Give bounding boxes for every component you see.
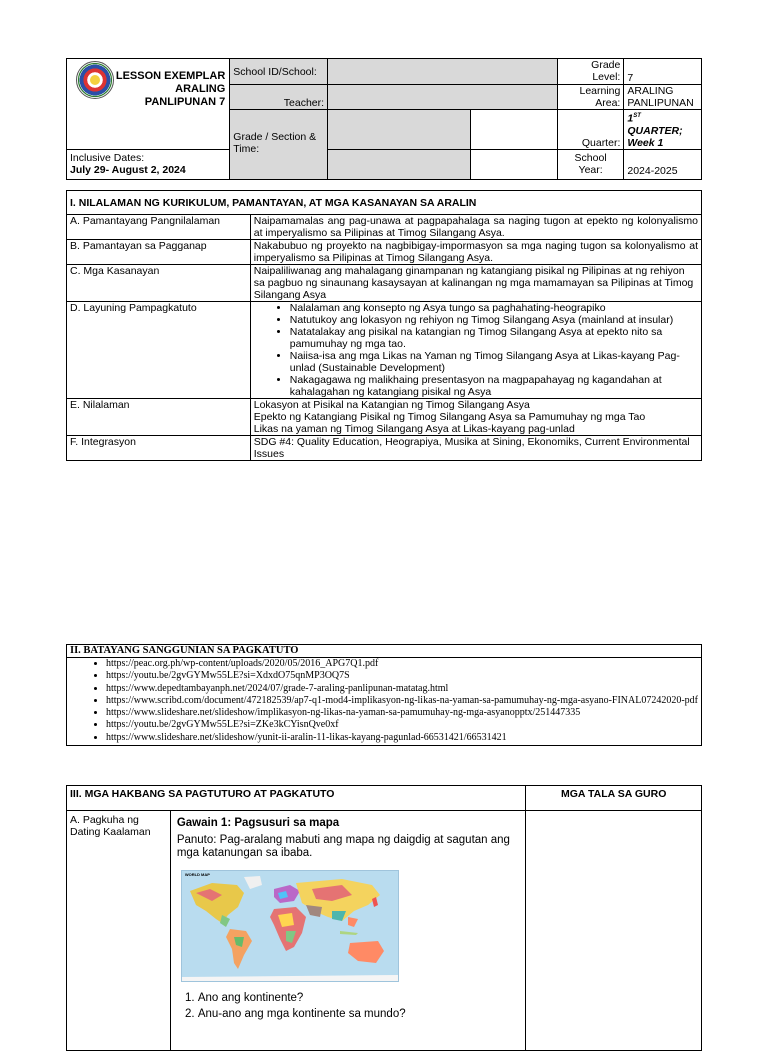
inclusive-value: July 29- August 2, 2024 — [70, 164, 186, 176]
lesson-title-cell — [67, 59, 230, 150]
learning-value-1: ARALING — [627, 85, 674, 97]
header-table — [66, 58, 702, 180]
row-f-label: F. Integrasyon — [67, 436, 251, 461]
list-item: • Natutukoy ang lokasyon ng rehiyon ng Timog Silangang Asya (mainland at insular) — [290, 314, 698, 326]
step-a-label-cell — [67, 811, 171, 1051]
step-a-label-2: Dating Kaalaman — [70, 826, 151, 838]
time-label: Time: — [233, 143, 260, 155]
row-a-text: Naipamamalas ang pag-unawa at pagpapahalaga sa naging tugon at epekto ng kolonyalismo at imperyalismo sa Pilipinas at Timog Silangang Asya. — [250, 215, 701, 240]
lesson-title-line2: ARALING — [175, 83, 226, 95]
reference-link[interactable]: • https://youtu.be/2gvGYMw55LE?si=ZKe3kCYisnQve0xf — [106, 719, 698, 731]
school-value-cell[interactable] — [328, 59, 558, 85]
school-year-label-2: Year: — [578, 164, 603, 176]
teacher-label-cell — [230, 85, 328, 110]
lesson-title-line3: PANLIPUNAN 7 — [144, 96, 226, 108]
references-cell — [67, 658, 702, 746]
quarter-week: Week 1 — [627, 136, 664, 149]
learning-area-value-cell — [624, 85, 702, 110]
grade-label-2: Level: — [592, 71, 621, 83]
reference-link[interactable]: • https://peac.org.ph/wp-content/uploads/2020/05/2016_APG7Q1.pdf — [106, 658, 698, 670]
quarter-label: Quarter: — [581, 136, 621, 149]
deped-seal — [76, 61, 114, 99]
questions-list — [177, 990, 520, 1022]
row-c-label: C. Mga Kasanayan — [67, 265, 251, 302]
quarter-sup: ST — [633, 113, 641, 119]
content-line: Lokasyon at Pisikal na Katangian ng Timog Silangang Asya — [253, 399, 530, 411]
reference-link[interactable]: • https://www.slideshare.net/slideshow/yunit-ii-aralin-11-likas-kayang-pagunlad-66531421/66531421 — [106, 732, 698, 744]
reference-link[interactable]: • https://youtu.be/2gvGYMw55LE?si=XdxdO75qnMP3OQ7S — [106, 670, 698, 682]
school-year-value: 2024-2025 — [627, 164, 678, 177]
quarter-label-cell — [557, 110, 624, 150]
quarter-value: QUARTER; — [627, 124, 683, 137]
section2-title: II. BATAYANG SANGGUNIAN SA PAGKATUTO — [70, 645, 299, 656]
row-e-cell — [250, 399, 701, 436]
grade-level-label-cell — [557, 59, 624, 85]
quarter-num: 1 — [627, 112, 634, 125]
section1-title-cell — [67, 191, 702, 215]
inclusive-label: Inclusive Dates: — [70, 152, 145, 164]
section3-title-cell — [67, 786, 526, 811]
blank-cell — [471, 110, 558, 150]
lesson-title-line1: LESSON EXEMPLAR — [115, 70, 226, 82]
row-d-bullets-cell — [250, 302, 701, 399]
row-d-label: D. Layuning Pampagkatuto — [67, 302, 251, 399]
reference-link[interactable]: • https://www.depedtambayanph.net/2024/07/grade-7-araling-panlipunan-matatag.html — [106, 683, 698, 695]
section2-title-cell — [67, 645, 702, 658]
blank-cell-2 — [471, 149, 558, 179]
references-list — [70, 658, 698, 744]
world-map-image — [181, 870, 399, 982]
section1-table — [66, 190, 702, 461]
grade-label-1: Grade — [591, 59, 621, 71]
row-e-label: E. Nilalaman — [67, 399, 251, 436]
teacher-notes-cell[interactable] — [526, 811, 702, 1051]
list-item: • Naiisa-isa ang mga Likas na Yaman ng Timog Silangang Asya at Likas-kayang Pag-unlad (Sustainable Development) — [290, 350, 698, 374]
teacher-value-cell[interactable] — [328, 85, 558, 110]
school-label: School ID/School: — [233, 65, 317, 78]
grade-section-value-cell[interactable] — [328, 110, 471, 150]
section3-title: III. MGA HAKBANG SA PAGTUTURO AT PAGKATUTO — [70, 788, 335, 800]
activity-title: Gawain 1: Pagsusuri sa mapa — [176, 817, 340, 829]
row-c-text: Naipaliliwanag ang mahalagang ginampanan ng katangiang pisikal ng Pilipinas at ng rehiyon sa pagbuo ng sinaunang kasaysayan at kalinangan ng mga mamamayan sa Pilipinas at Timog Silangang Asya — [250, 265, 701, 302]
teacher-label: Teacher: — [283, 97, 325, 109]
list-item: • Natatalakay ang pisikal na katangian ng Timog Silangang Asya at epekto nito sa pamumuhay ng mga tao. — [290, 326, 698, 350]
grade-section-label-cell — [230, 110, 328, 180]
time-value-cell[interactable] — [328, 149, 471, 179]
reference-link[interactable]: • https://www.slideshare.net/slideshow/implikasyon-ng-likas-na-yaman-sa-pamumuhay-ng-mga-asyanopptx/251447335 — [106, 707, 698, 719]
learning-area-label-cell — [557, 85, 624, 110]
list-item: • Nakagagawa ng malikhaing presentasyon na magpapahayag ng kagandahan at kahalagahan ng katangiang pisikal ng Asya — [290, 374, 698, 398]
notes-header: MGA TALA SA GURO — [561, 788, 667, 800]
quarter-value-cell — [624, 110, 702, 150]
row-b-label: B. Pamantayan sa Pagganap — [67, 240, 251, 265]
content-line: Epekto ng Katangiang Pisikal ng Timog Silangang Asya sa Pamumuhay ng mga Tao — [253, 411, 646, 423]
row-a-label: A. Pamantayang Pangnilalaman — [67, 215, 251, 240]
activity-cell — [170, 811, 526, 1051]
school-label-cell — [230, 59, 328, 85]
school-year-label-1: School — [574, 152, 607, 164]
question-item: 1. Ano ang kontinente? — [198, 990, 520, 1006]
section1-title: I. NILALAMAN NG KURIKULUM, PAMANTAYAN, AT MGA KASANAYAN SA ARALIN — [70, 196, 477, 209]
objectives-list — [254, 302, 698, 398]
reference-link[interactable]: • https://www.scribd.com/document/472182539/ap7-q1-mod4-implikasyon-ng-likas-na-yaman-sa-pamumuhay-ng-mga-asyano-FINAL07242020-pdf — [106, 695, 698, 707]
activity-instructions: Panuto: Pag-aralang mabuti ang mapa ng daigdig at sagutan ang mga katanungan sa ibaba. — [176, 834, 510, 859]
school-year-value-cell — [624, 149, 702, 179]
question-item: 2. Anu-ano ang mga kontinente sa mundo? — [198, 1006, 520, 1022]
grade-value-cell — [624, 59, 702, 85]
map-label: WORLD MAP — [184, 872, 210, 877]
content-line: Likas na yaman ng Timog Silangang Asya at Likas-kayang pag-unlad — [253, 423, 575, 435]
row-b-text: Nakabubuo ng proyekto na nagbibigay-impormasyon sa mga naging tugon sa kolonyalismo at imperyalismo sa Pilipinas at Timog Silangang Asya. — [250, 240, 701, 265]
learning-label-2: Area: — [595, 97, 621, 109]
inclusive-dates-cell — [67, 149, 230, 179]
list-item: • Nalalaman ang konsepto ng Asya tungo sa paghahating-heograpiko — [290, 302, 698, 314]
learning-value-2: PANLIPUNAN — [627, 97, 694, 109]
grade-section-label: Grade / Section & — [233, 131, 317, 143]
row-f-text: SDG #4: Quality Education, Heograpiya, Musika at Sining, Ekonomiks, Current Environmental Issues — [250, 436, 701, 461]
learning-label-1: Learning — [579, 85, 621, 97]
section2-table — [66, 644, 702, 746]
step-a-label-1: A. Pagkuha ng — [70, 814, 139, 826]
notes-header-cell — [526, 786, 702, 811]
school-year-label-cell — [557, 149, 624, 179]
grade-value: 7 — [627, 72, 634, 84]
section3-table — [66, 785, 702, 1051]
